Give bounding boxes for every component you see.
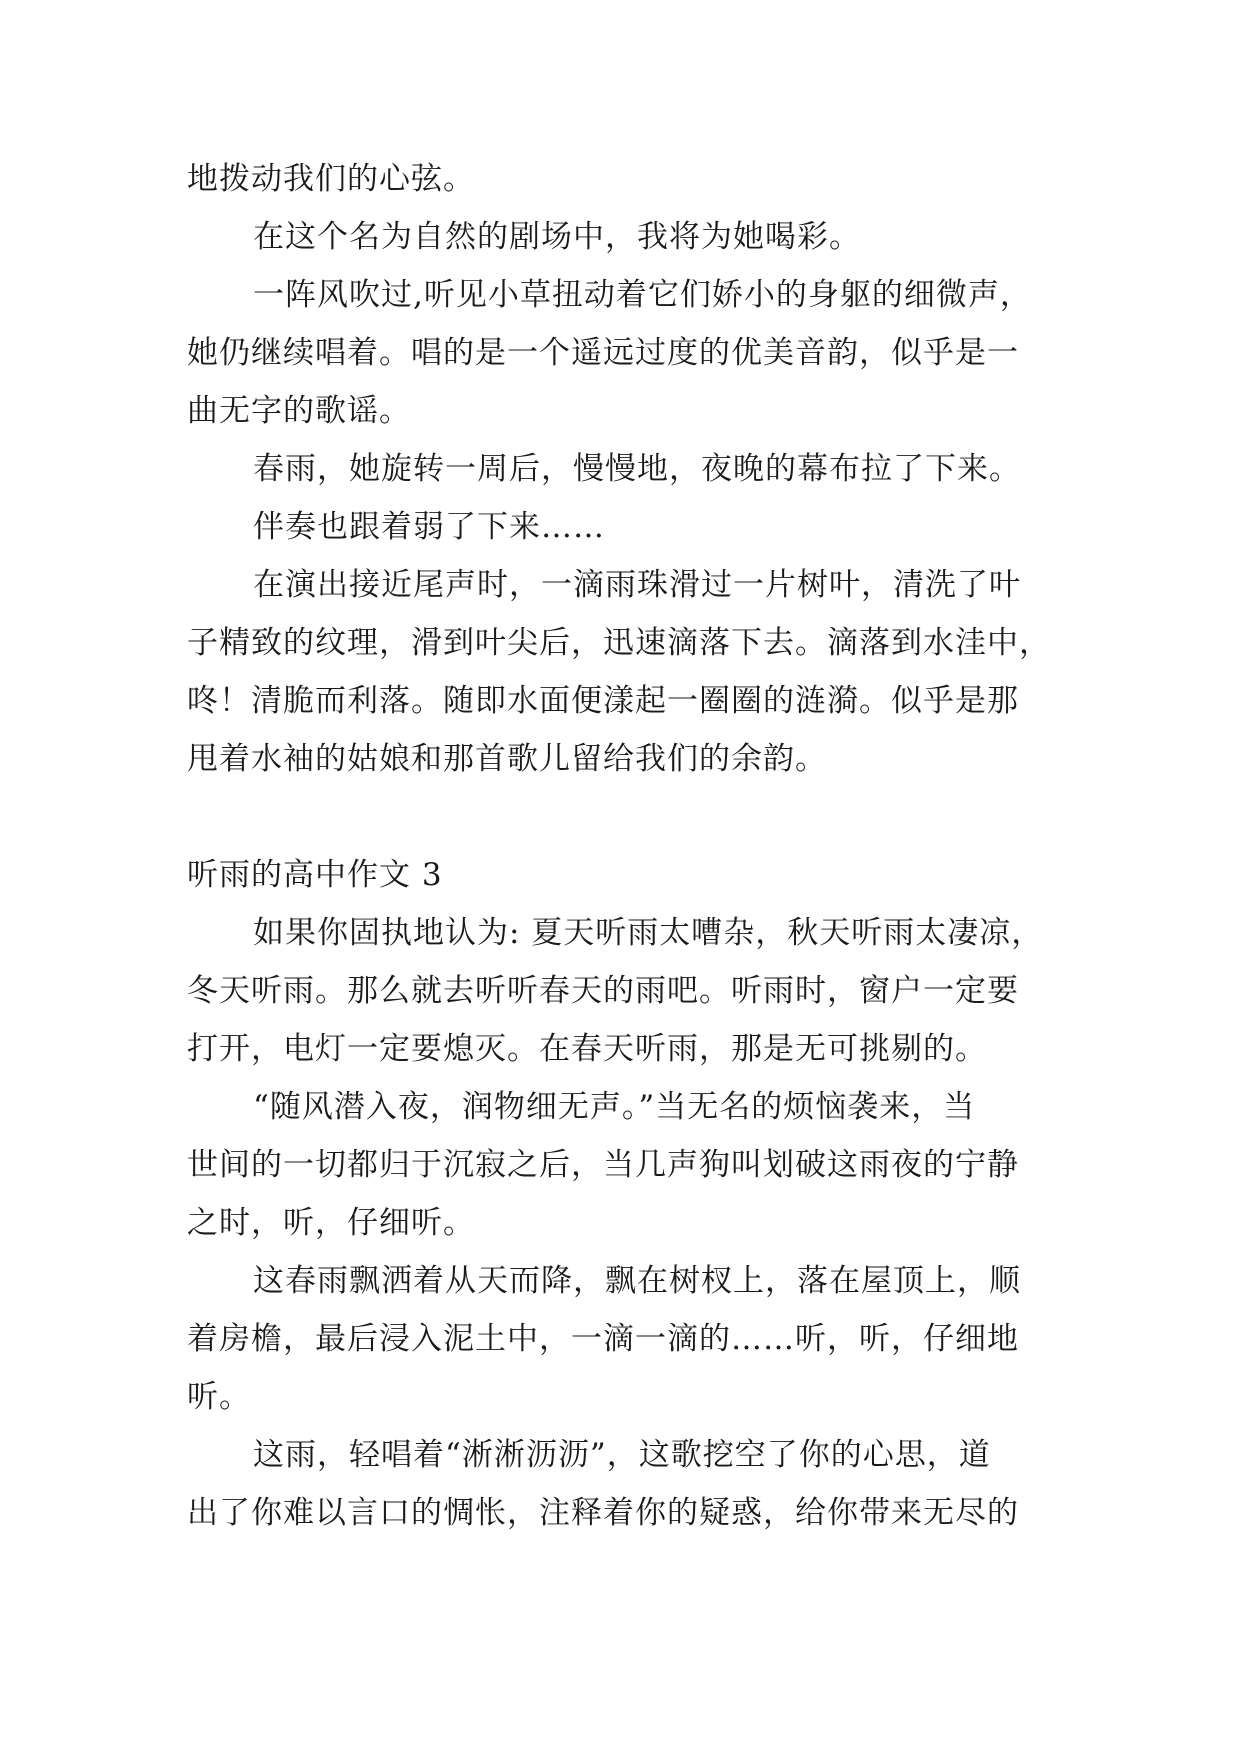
text-line: 子精致的纹理，滑到叶尖后，迅速滴落下去。滴落到水洼中， — [187, 625, 1051, 661]
text-line: 在演出接近尾声时，一滴雨珠滑过一片树叶，清洗了叶 — [253, 567, 1021, 603]
text-line: 地拨动我们的心弦。 — [187, 161, 475, 197]
text-line: 伴奏也跟着弱了下来…… — [253, 509, 605, 545]
text-line: 世间的一切都归于沉寂之后，当几声狗叫划破这雨夜的宁静 — [187, 1147, 1019, 1183]
text-line: 曲无字的歌谣。 — [187, 393, 411, 429]
paragraph — [187, 498, 1057, 556]
paragraph — [187, 208, 1057, 266]
text-line: 如果你固执地认为: 夏天听雨太嘈杂，秋天听雨太凄凉， — [253, 915, 1044, 951]
paragraph — [187, 1252, 1057, 1426]
section-heading: 听雨的高中作文 3 — [187, 857, 443, 893]
text-line: 打开，电灯一定要熄灭。在春天听雨，那是无可挑剔的。 — [187, 1031, 987, 1067]
text-line: 冬天听雨。那么就去听听春天的雨吧。听雨时，窗户一定要 — [187, 973, 1019, 1009]
paragraph — [187, 266, 1057, 440]
text-line: 这春雨飘洒着从天而降，飘在树杈上，落在屋顶上，顺 — [253, 1263, 1021, 1299]
text-line: 之时，听，仔细听。 — [187, 1205, 475, 1241]
text-line: 一阵风吹过,听见小草扭动着它们娇小的身躯的细微声， — [253, 277, 1032, 313]
text-line: 着房檐，最后浸入泥土中，一滴一滴的……听，听，仔细地 — [187, 1321, 1019, 1357]
text-line: 出了你难以言口的惆怅，注释着你的疑惑，给你带来无尽的 — [187, 1495, 1019, 1531]
section-gap — [187, 788, 1057, 846]
paragraph — [187, 556, 1057, 788]
paragraph — [187, 1426, 1057, 1542]
text-line: 在这个名为自然的剧场中，我将为她喝彩。 — [253, 219, 861, 255]
text-line: 甩着水袖的姑娘和那首歌儿留给我们的余韵。 — [187, 741, 827, 777]
paragraph — [187, 150, 1057, 208]
paragraph — [187, 440, 1057, 498]
text-line: 她仍继续唱着。唱的是一个遥远过度的优美音韵，似乎是一 — [187, 335, 1019, 371]
paragraph — [187, 1078, 1057, 1252]
text-line: 咚！清脆而利落。随即水面便漾起一圈圈的涟漪。似乎是那 — [187, 683, 1019, 719]
text-line: “随风潜入夜，润物细无声。”当无名的烦恼袭来，当 — [253, 1089, 976, 1125]
paragraph — [187, 904, 1057, 1078]
text-line: 春雨，她旋转一周后，慢慢地，夜晚的幕布拉了下来。 — [253, 451, 1021, 487]
document-page — [187, 150, 1057, 1542]
text-line: 这雨，轻唱着“淅淅沥沥”，这歌挖空了你的心思，道 — [253, 1437, 991, 1473]
text-line: 听。 — [187, 1379, 251, 1415]
